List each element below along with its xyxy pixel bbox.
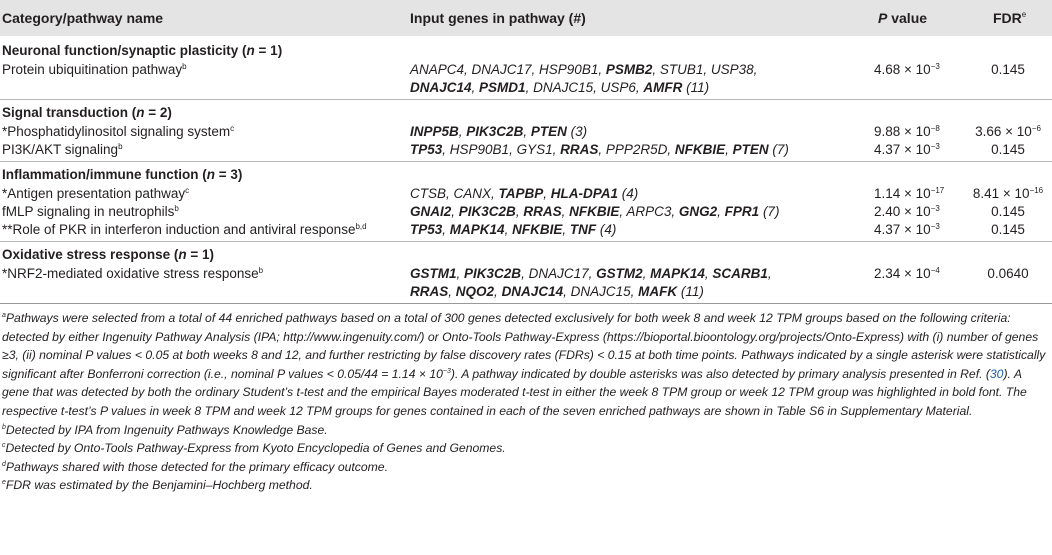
section-n-open: ( <box>238 43 247 58</box>
pathway-mark: b <box>182 62 187 71</box>
pathway-name-text: *Antigen presentation pathway <box>2 186 186 201</box>
section-n-letter: n <box>178 247 187 262</box>
section-n-open: ( <box>198 167 207 182</box>
section-n-value: = 1) <box>186 247 214 262</box>
fdr-value <box>964 203 1052 220</box>
gene-bold: GNG2 <box>678 204 718 219</box>
p-value-exp: −3 <box>930 204 940 213</box>
p-value <box>874 265 940 282</box>
footnote-b-mark: b <box>2 423 6 431</box>
pathway-name-text: **Role of PKR in interferon induction and antiviral response <box>2 222 356 237</box>
gene-list <box>410 61 757 78</box>
section-n-letter: n <box>246 43 255 58</box>
fdr-value <box>964 221 1052 238</box>
gene-bold: NFKBIE <box>569 204 620 219</box>
section-title <box>0 104 1052 121</box>
section-n-open: ( <box>170 247 179 262</box>
section-n-letter: n <box>206 167 216 182</box>
gene-text: , <box>515 204 524 219</box>
gene-bold: GSTM2 <box>596 266 643 281</box>
gene-text: , <box>543 186 551 201</box>
section-n-value: = 3) <box>215 167 243 182</box>
gene-text: , <box>562 222 570 237</box>
fdr-value-base: 8.41 × 10 <box>972 186 1030 201</box>
table-row-continuation <box>0 79 1052 96</box>
section-title <box>0 42 1052 59</box>
gene-list-line2 <box>410 79 709 96</box>
header-fdr-label: FDR <box>993 10 1022 26</box>
pathway-name <box>2 141 123 158</box>
footnote-a-text2: ). A pathway indicated by double asterisks was also detected by primary analysis presented in Ref. ( <box>450 366 990 381</box>
gene-list <box>410 185 638 202</box>
pathway-name <box>2 185 189 202</box>
p-value-exp: −17 <box>930 186 945 195</box>
gene-text: , <box>642 266 651 281</box>
p-value-base: 4.37 × 10 <box>874 142 931 157</box>
fdr-value-base: 0.145 <box>991 142 1025 157</box>
gene-bold: PTEN <box>530 124 567 139</box>
header-fdr-mark: e <box>1021 10 1027 19</box>
gene-bold: TP53 <box>410 142 443 157</box>
gene-text: , <box>458 124 467 139</box>
gene-bold: FPR1 <box>724 204 760 219</box>
pathway-name <box>2 61 187 78</box>
gene-text: , <box>494 284 502 299</box>
footnote-a-exp: −3 <box>442 367 451 375</box>
pathway-mark: b <box>118 142 123 151</box>
footnote-e-mark: e <box>2 479 6 487</box>
fdr-value <box>964 265 1052 282</box>
p-value-exp: −3 <box>930 62 940 71</box>
p-value <box>874 221 940 238</box>
fdr-value <box>964 123 1052 140</box>
fdr-value-base: 0.145 <box>991 222 1025 237</box>
pathway-name-text: fMLP signaling in neutrophils <box>2 204 175 219</box>
footnote-d-mark: d <box>2 460 6 468</box>
section-title <box>0 166 1052 183</box>
gene-list <box>410 203 779 220</box>
gene-text: (7) <box>759 204 780 219</box>
gene-bold: SCARB1 <box>712 266 768 281</box>
table-row <box>0 221 1052 238</box>
gene-bold: PIK3C2B <box>464 266 522 281</box>
pathway-mark: b <box>258 266 264 275</box>
pathway-mark: b <box>174 204 179 213</box>
section-divider <box>0 99 1052 100</box>
gene-text: (11) <box>682 80 710 95</box>
gene-text: , <box>442 222 450 237</box>
footnote-a <box>2 309 1048 421</box>
table-row <box>0 185 1052 202</box>
section-name: Inflammation/immune function <box>2 167 199 182</box>
footnote-c <box>2 439 1048 458</box>
p-value <box>874 141 940 158</box>
gene-bold: GSTM1 <box>410 266 457 281</box>
section-n-open: ( <box>128 105 137 120</box>
section-n-letter: n <box>136 105 145 120</box>
footnote-a-mark: a <box>2 312 6 319</box>
footnote-d-text: Pathways shared with those detected for the primary efficacy outcome. <box>5 459 388 474</box>
gene-text: , <box>717 204 725 219</box>
fdr-value-base: 3.66 × 10 <box>975 124 1032 139</box>
footnote-a-text3: ). A gene that was detected by both the ordinary Student’s t-test and the empirical Bayes moderated t-test in either the week 8 TPM group or week 12 TPM group was highlighted in bold font. The respective t-test’s P values in week 8 TPM and week 12 TPM groups for genes contained in each of the seven enriched pathways are shown in Table S6 in Supplementary Material. <box>2 366 1027 418</box>
footnote-c-mark: c <box>2 442 6 450</box>
p-value <box>874 203 940 220</box>
fdr-value-base: 0.145 <box>991 204 1025 219</box>
gene-text: , HSP90B1, GYS1, <box>442 142 561 157</box>
table-row <box>0 265 1052 282</box>
gene-text: CTSB, CANX, <box>410 186 499 201</box>
p-value <box>874 123 940 140</box>
gene-text: , STUB1, USP38, <box>652 62 758 77</box>
gene-bold: AMFR <box>643 80 683 95</box>
footnote-a-text: Pathways were selected from a total of 44 enriched pathways based on a total of 300 genes detected exclusively for both week 8 and week 12 TPM groups based on the following criteria: detected by either Ingenuity Pathway Analysis (IPA; http://www.ingenuity.com/) or Onto-Tools Pathway-Express (https://bioportal.bioontology.org/projects/Onto-Express) with (i) number of genes ≥3, (ii) nominal P values < 0.05 at both weeks 8 and 12, and further restricting by false discovery rates (FDRs) < 0.15 at both time points. Pathways indicated by a single asterisk were statistically significant after Bonferroni correction (i.e., nominal P values < 0.05/44 = 1.14 × 10 <box>2 311 1046 381</box>
p-value-base: 9.88 × 10 <box>874 124 931 139</box>
gene-bold: TNF <box>569 222 597 237</box>
header-p-value <box>878 10 927 26</box>
gene-list <box>410 141 789 158</box>
gene-text: (4) <box>618 186 639 201</box>
gene-bold: PSMD1 <box>479 80 526 95</box>
section-name: Neuronal function/synaptic plasticity <box>2 43 239 58</box>
fdr-value <box>964 185 1052 202</box>
gene-text: , <box>456 266 465 281</box>
footnote-e-text: FDR was estimated by the Benjamini–Hochberg method. <box>5 478 313 493</box>
fdr-value-base: 0.145 <box>991 62 1025 77</box>
gene-bold: DNAJC14 <box>410 80 472 95</box>
fdr-value-exp: −16 <box>1029 186 1044 195</box>
gene-bold: GNAI2 <box>410 204 452 219</box>
header-p-rest: value <box>887 10 928 26</box>
gene-list <box>410 221 616 238</box>
gene-text: , <box>561 204 570 219</box>
gene-bold: MAFK <box>638 284 678 299</box>
gene-bold: NFKBIE <box>674 142 726 157</box>
p-value-base: 4.68 × 10 <box>874 62 931 77</box>
gene-text: , PPP2R5D, <box>598 142 675 157</box>
gene-text: (3) <box>566 124 588 139</box>
footnote-e <box>2 476 1048 495</box>
gene-bold: RRAS <box>410 284 449 299</box>
gene-bold: NFKBIE <box>512 222 563 237</box>
pathway-name-text: Protein ubiquitination pathway <box>2 62 183 77</box>
footnote-c-text: Detected by Onto-Tools Pathway-Express from Kyoto Encyclopedia of Genes and Genomes. <box>5 441 506 456</box>
p-value <box>874 185 945 202</box>
p-value-exp: −4 <box>930 266 940 275</box>
footnotes <box>2 309 1048 495</box>
pathway-name-text: *Phosphatidylinositol signaling system <box>2 124 231 139</box>
gene-list <box>410 123 587 140</box>
section-title-text <box>2 166 242 183</box>
gene-text: (4) <box>596 222 617 237</box>
gene-list <box>410 265 772 282</box>
gene-text: (11) <box>677 284 704 299</box>
gene-bold: MAPK14 <box>449 222 505 237</box>
fdr-value-base: 0.0640 <box>987 266 1029 281</box>
gene-text: , <box>767 266 772 281</box>
gene-bold: HLA-DPA1 <box>550 186 619 201</box>
gene-text: , <box>523 124 531 139</box>
table-row <box>0 203 1052 220</box>
pathway-name <box>2 203 179 220</box>
p-value-exp: −3 <box>930 142 940 151</box>
pathway-name <box>2 221 367 238</box>
gene-text: (7) <box>768 142 789 157</box>
table-header <box>0 0 1052 36</box>
gene-bold: RRAS <box>523 204 562 219</box>
p-value-base: 2.34 × 10 <box>874 266 931 281</box>
fdr-value <box>964 141 1052 158</box>
footnote-a-ref[interactable]: 30 <box>989 366 1004 381</box>
pathway-name <box>2 265 263 282</box>
gene-text: , <box>471 80 480 95</box>
pathway-mark: b,d <box>355 222 367 231</box>
gene-bold: TP53 <box>410 222 443 237</box>
gene-text: , <box>504 222 513 237</box>
table-row <box>0 61 1052 78</box>
table-row <box>0 141 1052 158</box>
pathway-name-text: PI3K/AKT signaling <box>2 142 119 157</box>
gene-text: , DNAJC15, USP6, <box>525 80 644 95</box>
header-genes: Input genes in pathway (#) <box>410 10 586 26</box>
pathway-name-text: *NRF2-mediated oxidative stress response <box>2 266 259 281</box>
gene-text: , DNAJC15, <box>563 284 639 299</box>
section-title <box>0 246 1052 263</box>
fdr-value <box>964 61 1052 78</box>
gene-bold: DNAJC14 <box>501 284 564 299</box>
gene-bold: RRAS <box>560 142 599 157</box>
p-value-exp: −3 <box>930 222 940 231</box>
pathway-mark: c <box>185 186 190 195</box>
section-divider <box>0 161 1052 162</box>
section-title-text <box>2 246 214 263</box>
gene-text: , <box>704 266 713 281</box>
section-title-text <box>2 42 282 59</box>
p-value-base: 2.40 × 10 <box>874 204 931 219</box>
section-name: Oxidative stress response <box>2 247 171 262</box>
gene-text: , <box>448 284 456 299</box>
gene-bold: PTEN <box>732 142 769 157</box>
table-row-continuation <box>0 283 1052 300</box>
p-value-exp: −8 <box>930 124 940 133</box>
gene-bold: INPP5B <box>410 124 459 139</box>
p-value-base: 4.37 × 10 <box>874 222 931 237</box>
section-name: Signal transduction <box>2 105 129 120</box>
section-divider <box>0 241 1052 242</box>
gene-bold: NQO2 <box>455 284 495 299</box>
gene-bold: TAPBP <box>498 186 544 201</box>
fdr-value-exp: −6 <box>1031 124 1041 133</box>
gene-text: , DNAJC17, <box>521 266 597 281</box>
section-title-text <box>2 104 172 121</box>
gene-bold: PSMB2 <box>605 62 653 77</box>
p-value-base: 1.14 × 10 <box>874 186 931 201</box>
table-bottom-rule <box>0 303 1052 304</box>
gene-bold: PIK3C2B <box>458 204 516 219</box>
gene-text: , <box>451 204 459 219</box>
section-n-value: = 1) <box>254 43 283 58</box>
footnote-b-text: Detected by IPA from Ingenuity Pathways Knowledge Base. <box>5 422 328 437</box>
gene-text: , ARPC3, <box>619 204 679 219</box>
footnote-b <box>2 421 1048 440</box>
footnote-d <box>2 458 1048 477</box>
header-fdr <box>993 10 1026 26</box>
gene-bold: MAPK14 <box>650 266 705 281</box>
header-category: Category/pathway name <box>2 10 164 26</box>
section-n-value: = 2) <box>144 105 172 120</box>
header-p-letter: P <box>878 10 888 26</box>
gene-list-line2 <box>410 283 704 300</box>
pathway-mark: c <box>230 124 235 133</box>
gene-text: ANAPC4, DNAJC17, HSP90B1, <box>410 62 606 77</box>
gene-bold: PIK3C2B <box>466 124 524 139</box>
gene-text: , <box>725 142 733 157</box>
table-row <box>0 123 1052 140</box>
p-value <box>874 61 940 78</box>
pathway-name <box>2 123 234 140</box>
